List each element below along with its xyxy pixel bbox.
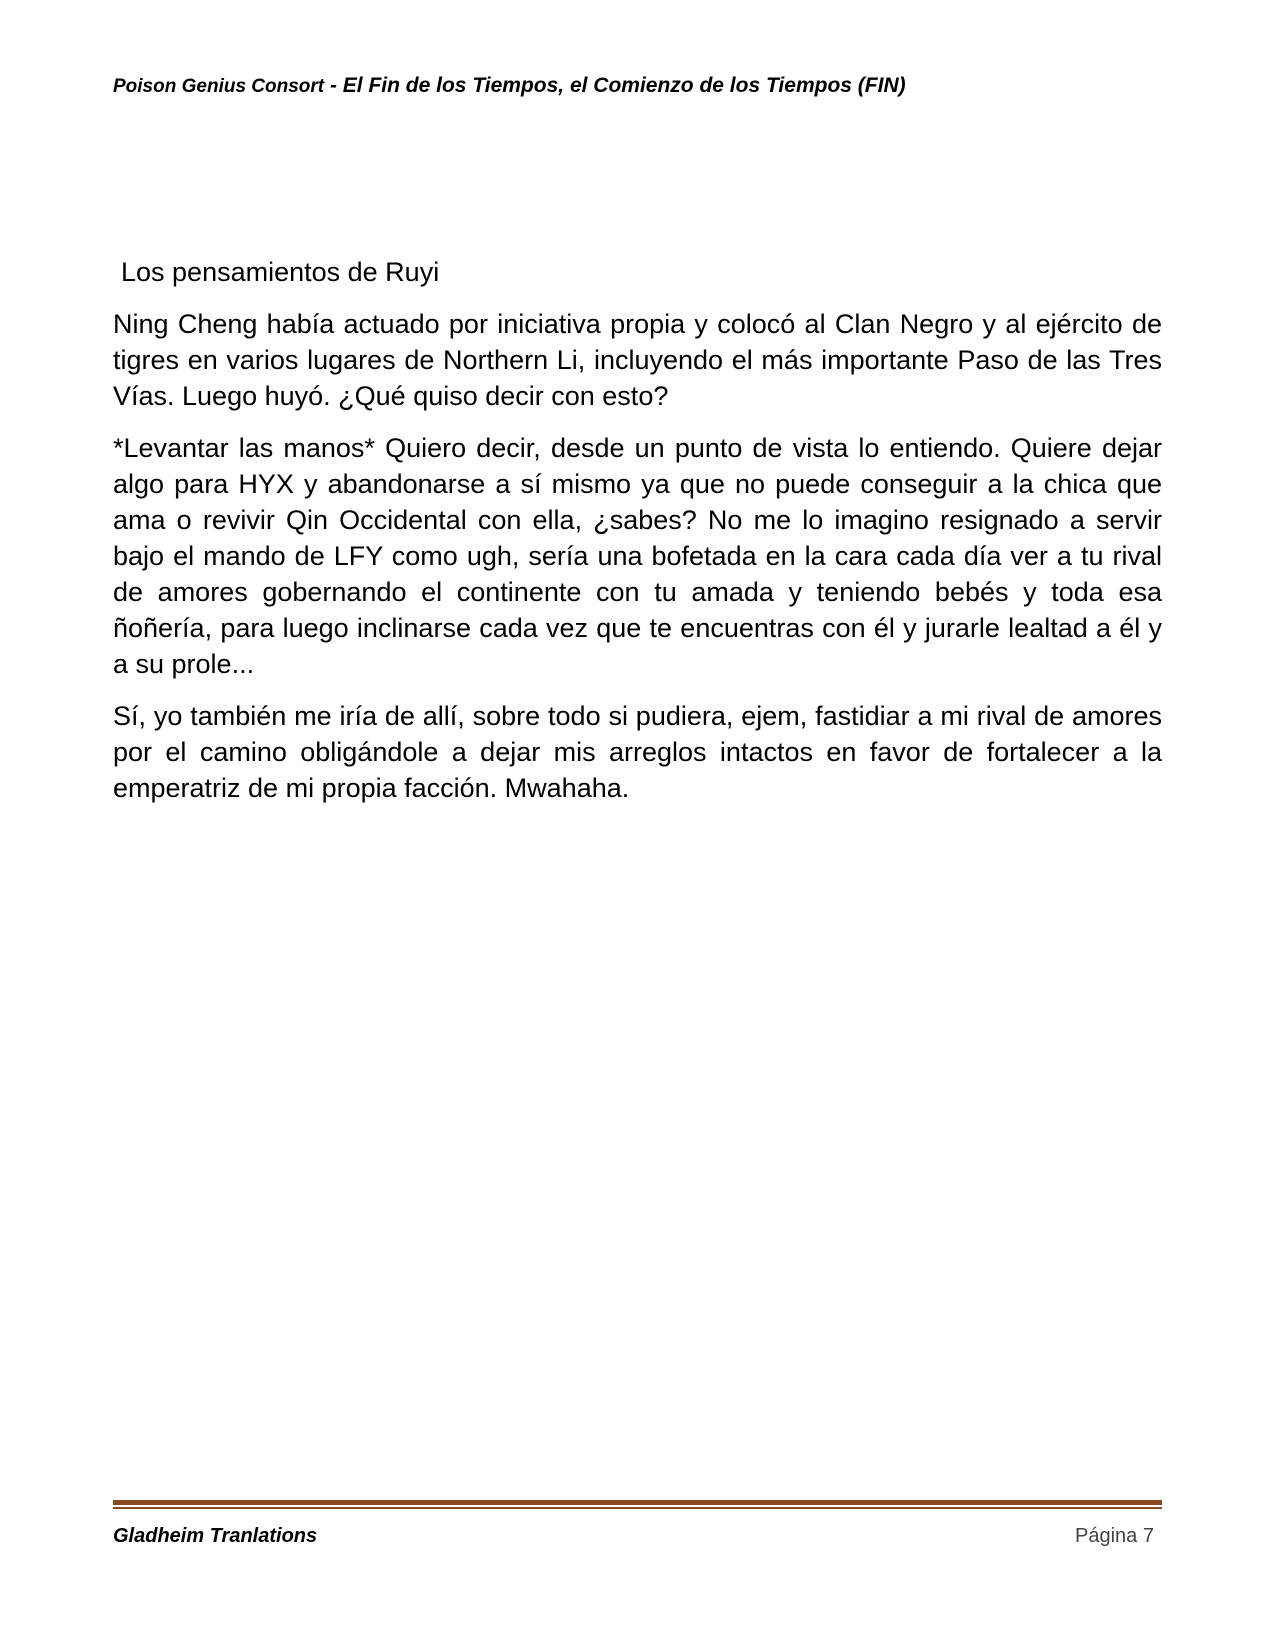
page-number: Página 7	[1075, 1525, 1154, 1547]
footer-divider-thin	[113, 1507, 1162, 1509]
section-title: Los pensamientos de Ruyi	[121, 257, 440, 287]
chapter-title: El Fin de los Tiempos, el Comienzo de los Tiempos (FIN)	[342, 74, 906, 97]
paragraph: Ning Cheng había actuado por iniciativa propia y colocó al Clan Negro y al ejército de tigres en varios lugares de Northern Li, incluyendo el más importante Paso de las Tres Vías. Luego huyó. ¿Qué quiso decir con esto?	[113, 309, 1162, 411]
paragraph: Sí, yo también me iría de allí, sobre todo si pudiera, ejem, fastidiar a mi rival de amores por el camino obligándole a dejar mis arreglos intactos en favor de fortalecer a la emperatriz de mi propia facción. Mwahaha.	[113, 701, 1162, 803]
page-body	[113, 254, 1162, 822]
footer-publisher: Gladheim Tranlations	[113, 1525, 318, 1547]
running-header	[113, 74, 906, 98]
series-title: Poison Genius Consort	[113, 76, 325, 97]
header-separator: -	[324, 74, 343, 97]
footer-divider	[113, 1500, 1162, 1509]
paragraph: *Levantar las manos* Quiero decir, desde un punto de vista lo entiendo. Quiere dejar algo para HYX y abandonarse a sí mismo ya que no puede conseguir a la chica que ama o revivir Qin Occidental con ella, ¿sabes? No me lo imagino resignado a servir bajo el mando de LFY como ugh, sería una bofetada en la cara cada día ver a tu rival de amores gobernando el continente con tu amada y teniendo bebés y toda esa ñoñería, para luego inclinarse cada vez que te encuentras con él y jurarle lealtad a él y a su prole...	[113, 433, 1162, 679]
